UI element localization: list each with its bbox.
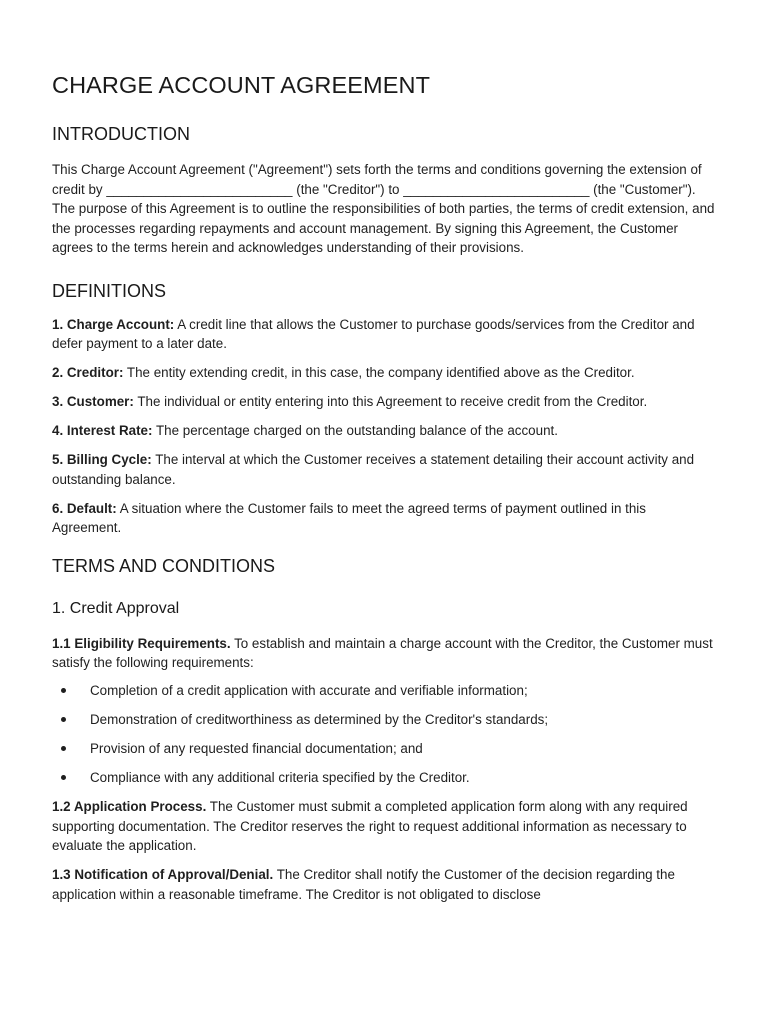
definition-text: A situation where the Customer fails to meet the agreed terms of payment outlined in this Agreement. — [52, 500, 646, 536]
document-title: CHARGE ACCOUNT AGREEMENT — [52, 72, 431, 98]
notification-text: The Creditor shall notify the Customer of the decision regarding the application within a reasonable timeframe. The Creditor is not obligated to disclose — [52, 867, 675, 902]
definition-term: 2. Creditor: — [52, 365, 124, 381]
list-item — [52, 710, 718, 730]
definition-item — [52, 450, 718, 489]
eligibility-text: To establish and maintain a charge account with the Creditor, the Customer must satisfy the following requirements: — [52, 635, 713, 671]
requirements-list — [52, 681, 718, 788]
application-process-paragraph — [52, 797, 718, 856]
definition-text: The individual or entity entering into this Agreement to receive credit from the Creditor. — [133, 394, 648, 410]
eligibility-term: 1.1 Eligibility Requirements. — [52, 635, 231, 651]
definition-term: 1. Charge Account: — [52, 316, 175, 332]
list-item — [52, 681, 718, 701]
document-page — [52, 66, 718, 914]
requirement-text: Demonstration of creditworthiness as determined by the Creditor's standards; — [90, 712, 549, 728]
definition-item — [52, 363, 718, 383]
definition-item — [52, 392, 718, 412]
definitions-list — [52, 315, 718, 538]
notification-term: 1.3 Notification of Approval/Denial. — [52, 867, 274, 883]
bullet-icon — [61, 775, 66, 780]
definition-term: 4. Interest Rate: — [52, 423, 153, 439]
definition-item — [52, 315, 718, 354]
definition-text: The percentage charged on the outstanding balance of the account. — [152, 423, 558, 439]
introduction-paragraph: This Charge Account Agreement ("Agreement") sets forth the terms and conditions governing the extension of credit by _________________________ (the "Creditor") to _________________________ (the "Customer"). The purpose of this Agreement is to outline the responsibilities of both parties, the terms of credit extension, and the processes regarding repayments and account management. By signing this Agreement, the Customer agrees to the terms herein and acknowledges understanding of their provisions. — [52, 162, 715, 255]
definition-text: A credit line that allows the Customer to purchase goods/services from the Creditor and defer payment to a later date. — [52, 316, 695, 351]
bullet-icon — [61, 746, 66, 751]
requirement-text: Completion of a credit application with accurate and verifiable information; — [90, 682, 528, 698]
notification-paragraph — [52, 865, 718, 904]
definition-term: 6. Default: — [52, 500, 117, 516]
definition-item — [52, 421, 718, 441]
eligibility-paragraph — [52, 634, 718, 673]
introduction-heading: INTRODUCTION — [52, 124, 190, 144]
list-item — [52, 739, 718, 759]
terms-heading: TERMS AND CONDITIONS — [52, 555, 276, 576]
definitions-heading: DEFINITIONS — [52, 280, 167, 301]
definition-text: The interval at which the Customer receives a statement detailing their account activity and outstanding balance. — [52, 452, 695, 487]
definition-text: The entity extending credit, in this case, the company identified above as the Creditor. — [123, 365, 635, 381]
definition-term: 5. Billing Cycle: — [52, 452, 152, 468]
credit-approval-heading: 1. Credit Approval — [52, 599, 180, 617]
requirement-text: Provision of any requested financial documentation; and — [90, 741, 423, 757]
definition-item — [52, 499, 718, 538]
application-process-term: 1.2 Application Process. — [52, 799, 207, 815]
bullet-icon — [61, 717, 66, 722]
bullet-icon — [61, 688, 66, 693]
definition-term: 3. Customer: — [52, 394, 134, 410]
application-process-text: The Customer must submit a completed application form along with any required supporting documentation. The Creditor reserves the right to request additional information as necessary to evaluate the application. — [52, 799, 688, 854]
requirement-text: Compliance with any additional criteria specified by the Creditor. — [90, 770, 470, 786]
list-item — [52, 768, 718, 788]
